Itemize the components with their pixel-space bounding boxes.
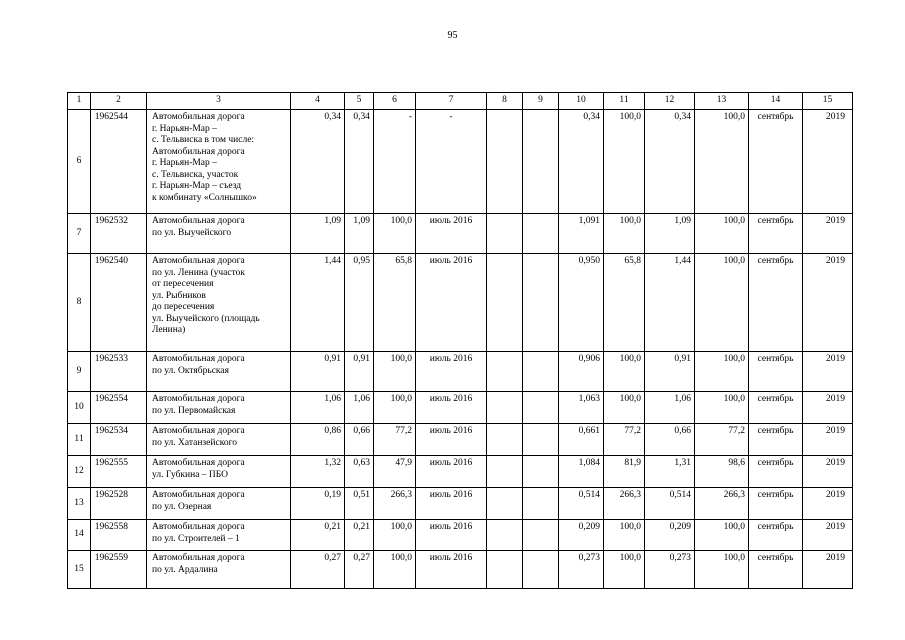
cell-c8	[487, 551, 523, 589]
road-name	[147, 424, 291, 456]
cell-c13: 100,0	[695, 110, 749, 214]
row-number: 11	[68, 424, 91, 456]
road-name-line: по ул. Хатанзейского	[152, 437, 237, 448]
road-code: 1962534	[91, 424, 147, 456]
cell-c10: 0,514	[559, 488, 604, 520]
road-name	[147, 392, 291, 424]
road-name-line: Автомобильная дорога	[152, 216, 245, 226]
header-cell-8: 8	[487, 93, 523, 110]
cell-c15: 2019	[803, 110, 853, 214]
cell-c5: 0,95	[345, 254, 374, 352]
cell-c8	[487, 392, 523, 424]
road-name-line: по ул. Озерная	[152, 501, 212, 512]
header-cell-13: 13	[695, 93, 749, 110]
road-name-line: к комбинату «Солнышко»	[152, 192, 257, 203]
cell-c10: 0,950	[559, 254, 604, 352]
roads-table	[67, 92, 853, 589]
cell-c10: 0,273	[559, 551, 604, 589]
road-name-line: Автомобильная дорога	[152, 256, 245, 266]
cell-c10: 0,209	[559, 520, 604, 551]
road-name-line: по ул. Первомайская	[152, 405, 236, 416]
cell-c9	[523, 352, 559, 392]
cell-c11: 100,0	[604, 551, 645, 589]
header-cell-4: 4	[291, 93, 345, 110]
table-row	[68, 254, 853, 352]
cell-c9	[523, 424, 559, 456]
page-number: 95	[447, 30, 458, 41]
header-cell-6: 6	[374, 93, 416, 110]
table-row	[68, 352, 853, 392]
road-name	[147, 456, 291, 488]
cell-c5: 0,51	[345, 488, 374, 520]
cell-c14: сентябрь	[749, 520, 803, 551]
cell-c8	[487, 214, 523, 254]
road-name-line: г. Нарьян-Мар –	[152, 158, 217, 168]
cell-c13: 100,0	[695, 392, 749, 424]
road-name-line: Автомобильная дорога	[152, 490, 245, 500]
road-name	[147, 488, 291, 520]
cell-c12: 0,91	[645, 352, 695, 392]
road-name-line: по ул. Ленина (участок	[152, 267, 245, 278]
cell-c9	[523, 488, 559, 520]
cell-c4: 1,06	[291, 392, 345, 424]
road-name-line: Автомобильная дорога	[152, 394, 245, 404]
cell-c9	[523, 110, 559, 214]
cell-c4: 0,21	[291, 520, 345, 551]
road-name	[147, 254, 291, 352]
table-row	[68, 424, 853, 456]
header-cell-3: 3	[147, 93, 291, 110]
cell-c13: 100,0	[695, 551, 749, 589]
table-row	[68, 110, 853, 214]
road-name-line: от пересечения	[152, 279, 214, 289]
road-name-line: ул. Выучейского (площадь	[152, 313, 260, 324]
header-cell-7: 7	[416, 93, 487, 110]
cell-c9	[523, 551, 559, 589]
cell-c4: 0,86	[291, 424, 345, 456]
road-code: 1962528	[91, 488, 147, 520]
header-cell-5: 5	[345, 93, 374, 110]
cell-c11: 100,0	[604, 520, 645, 551]
cell-c13: 100,0	[695, 352, 749, 392]
cell-c5: 0,34	[345, 110, 374, 214]
cell-c9	[523, 392, 559, 424]
cell-c11: 100,0	[604, 392, 645, 424]
road-name-line: Автомобильная дорога	[152, 112, 245, 122]
cell-c12: 0,66	[645, 424, 695, 456]
cell-c10: 1,084	[559, 456, 604, 488]
header-row	[68, 93, 853, 110]
road-code: 1962558	[91, 520, 147, 551]
cell-c11: 65,8	[604, 254, 645, 352]
header-cell-1: 1	[68, 93, 91, 110]
cell-c5: 1,06	[345, 392, 374, 424]
cell-c11: 81,9	[604, 456, 645, 488]
road-name-line: г. Нарьян-Мар –	[152, 123, 217, 134]
cell-c14: сентябрь	[749, 551, 803, 589]
cell-c14: сентябрь	[749, 392, 803, 424]
cell-c12: 1,09	[645, 214, 695, 254]
cell-c10: 1,063	[559, 392, 604, 424]
road-name-line: Автомобильная дорога	[152, 354, 245, 364]
cell-c12: 0,34	[645, 110, 695, 214]
cell-c6: -	[374, 110, 416, 214]
cell-c6: 100,0	[374, 392, 416, 424]
cell-c12: 0,273	[645, 551, 695, 589]
cell-c9	[523, 214, 559, 254]
road-code: 1962559	[91, 551, 147, 589]
cell-c15: 2019	[803, 214, 853, 254]
cell-c15: 2019	[803, 551, 853, 589]
cell-c7: июль 2016	[416, 352, 487, 392]
cell-c4: 0,27	[291, 551, 345, 589]
cell-c8	[487, 456, 523, 488]
road-name-line: до пересечения	[152, 302, 215, 312]
table-row	[68, 520, 853, 551]
cell-c5: 0,27	[345, 551, 374, 589]
header-cell-9: 9	[523, 93, 559, 110]
table-body	[68, 93, 853, 589]
road-name-line: с. Тельвиска в том числе:	[152, 135, 255, 145]
cell-c15: 2019	[803, 352, 853, 392]
road-code: 1962544	[91, 110, 147, 214]
cell-c14: сентябрь	[749, 424, 803, 456]
cell-c10: 0,906	[559, 352, 604, 392]
cell-c15: 2019	[803, 456, 853, 488]
road-name	[147, 214, 291, 254]
cell-c12: 1,06	[645, 392, 695, 424]
cell-c7: июль 2016	[416, 214, 487, 254]
road-code: 1962554	[91, 392, 147, 424]
cell-c6: 100,0	[374, 520, 416, 551]
road-name-line: ул. Губкина – ПБО	[152, 469, 229, 480]
road-name-line: Автомобильная дорога	[152, 426, 245, 436]
cell-c10: 1,091	[559, 214, 604, 254]
cell-c5: 0,66	[345, 424, 374, 456]
road-name-line: ул. Рыбников	[152, 290, 206, 301]
cell-c12: 1,44	[645, 254, 695, 352]
header-cell-12: 12	[645, 93, 695, 110]
cell-c7: июль 2016	[416, 488, 487, 520]
row-number: 13	[68, 488, 91, 520]
cell-c5: 0,63	[345, 456, 374, 488]
road-code: 1962532	[91, 214, 147, 254]
cell-c13: 77,2	[695, 424, 749, 456]
road-name-line: по ул. Ардалина	[152, 564, 218, 575]
cell-c9	[523, 254, 559, 352]
cell-c11: 266,3	[604, 488, 645, 520]
row-number: 14	[68, 520, 91, 551]
header-cell-15: 15	[803, 93, 853, 110]
cell-c7: июль 2016	[416, 254, 487, 352]
road-name-line: г. Нарьян-Мар – съезд	[152, 181, 242, 191]
cell-c14: сентябрь	[749, 214, 803, 254]
cell-c6: 100,0	[374, 214, 416, 254]
table-row	[68, 456, 853, 488]
cell-c11: 77,2	[604, 424, 645, 456]
cell-c10: 0,34	[559, 110, 604, 214]
table-row	[68, 214, 853, 254]
cell-c4: 1,32	[291, 456, 345, 488]
cell-c5: 0,21	[345, 520, 374, 551]
cell-c11: 100,0	[604, 214, 645, 254]
cell-c8	[487, 488, 523, 520]
cell-c11: 100,0	[604, 110, 645, 214]
cell-c4: 1,44	[291, 254, 345, 352]
row-number: 15	[68, 551, 91, 589]
road-name-line: по ул. Выучейского	[152, 227, 232, 238]
cell-c7: июль 2016	[416, 551, 487, 589]
cell-c15: 2019	[803, 424, 853, 456]
table-row	[68, 551, 853, 589]
cell-c15: 2019	[803, 488, 853, 520]
road-name-line: по ул. Строителей – 1	[152, 533, 240, 544]
road-name-line: с. Тельвиска, участок	[152, 169, 239, 180]
row-number: 10	[68, 392, 91, 424]
table-row	[68, 488, 853, 520]
row-number: 6	[68, 110, 91, 214]
cell-c8	[487, 254, 523, 352]
header-cell-11: 11	[604, 93, 645, 110]
cell-c15: 2019	[803, 392, 853, 424]
cell-c12: 0,514	[645, 488, 695, 520]
header-cell-14: 14	[749, 93, 803, 110]
cell-c6: 100,0	[374, 352, 416, 392]
cell-c5: 1,09	[345, 214, 374, 254]
cell-c13: 266,3	[695, 488, 749, 520]
cell-c12: 0,209	[645, 520, 695, 551]
cell-c14: сентябрь	[749, 488, 803, 520]
road-name	[147, 520, 291, 551]
row-number: 7	[68, 214, 91, 254]
cell-c6: 65,8	[374, 254, 416, 352]
cell-c9	[523, 520, 559, 551]
cell-c8	[487, 352, 523, 392]
cell-c7: июль 2016	[416, 456, 487, 488]
cell-c13: 100,0	[695, 520, 749, 551]
road-code: 1962533	[91, 352, 147, 392]
cell-c8	[487, 424, 523, 456]
cell-c4: 1,09	[291, 214, 345, 254]
cell-c13: 100,0	[695, 214, 749, 254]
cell-c7: июль 2016	[416, 424, 487, 456]
cell-c4: 0,91	[291, 352, 345, 392]
cell-c14: сентябрь	[749, 254, 803, 352]
cell-c5: 0,91	[345, 352, 374, 392]
cell-c6: 100,0	[374, 551, 416, 589]
cell-c15: 2019	[803, 520, 853, 551]
cell-c4: 0,34	[291, 110, 345, 214]
road-name-line: Автомобильная дорога	[152, 522, 245, 532]
row-number: 12	[68, 456, 91, 488]
cell-c6: 77,2	[374, 424, 416, 456]
cell-c12: 1,31	[645, 456, 695, 488]
cell-c14: сентябрь	[749, 456, 803, 488]
cell-c8	[487, 110, 523, 214]
cell-c6: 266,3	[374, 488, 416, 520]
cell-c13: 100,0	[695, 254, 749, 352]
road-name-line: Ленина)	[152, 325, 186, 335]
cell-c11: 100,0	[604, 352, 645, 392]
cell-c7: -	[416, 110, 487, 214]
road-name	[147, 110, 291, 214]
road-name-line: Автомобильная дорога	[152, 458, 245, 468]
road-name	[147, 551, 291, 589]
cell-c7: июль 2016	[416, 520, 487, 551]
cell-c13: 98,6	[695, 456, 749, 488]
cell-c6: 47,9	[374, 456, 416, 488]
cell-c14: сентябрь	[749, 110, 803, 214]
cell-c14: сентябрь	[749, 352, 803, 392]
row-number: 9	[68, 352, 91, 392]
table-row	[68, 392, 853, 424]
road-name-line: по ул. Октябрьская	[152, 365, 229, 376]
road-code: 1962555	[91, 456, 147, 488]
header-cell-2: 2	[91, 93, 147, 110]
road-name-line: Автомобильная дорога	[152, 146, 245, 157]
road-name-line: Автомобильная дорога	[152, 553, 245, 563]
cell-c10: 0,661	[559, 424, 604, 456]
road-name	[147, 352, 291, 392]
cell-c7: июль 2016	[416, 392, 487, 424]
header-cell-10: 10	[559, 93, 604, 110]
road-code: 1962540	[91, 254, 147, 352]
cell-c4: 0,19	[291, 488, 345, 520]
cell-c8	[487, 520, 523, 551]
cell-c15: 2019	[803, 254, 853, 352]
cell-c9	[523, 456, 559, 488]
row-number: 8	[68, 254, 91, 352]
